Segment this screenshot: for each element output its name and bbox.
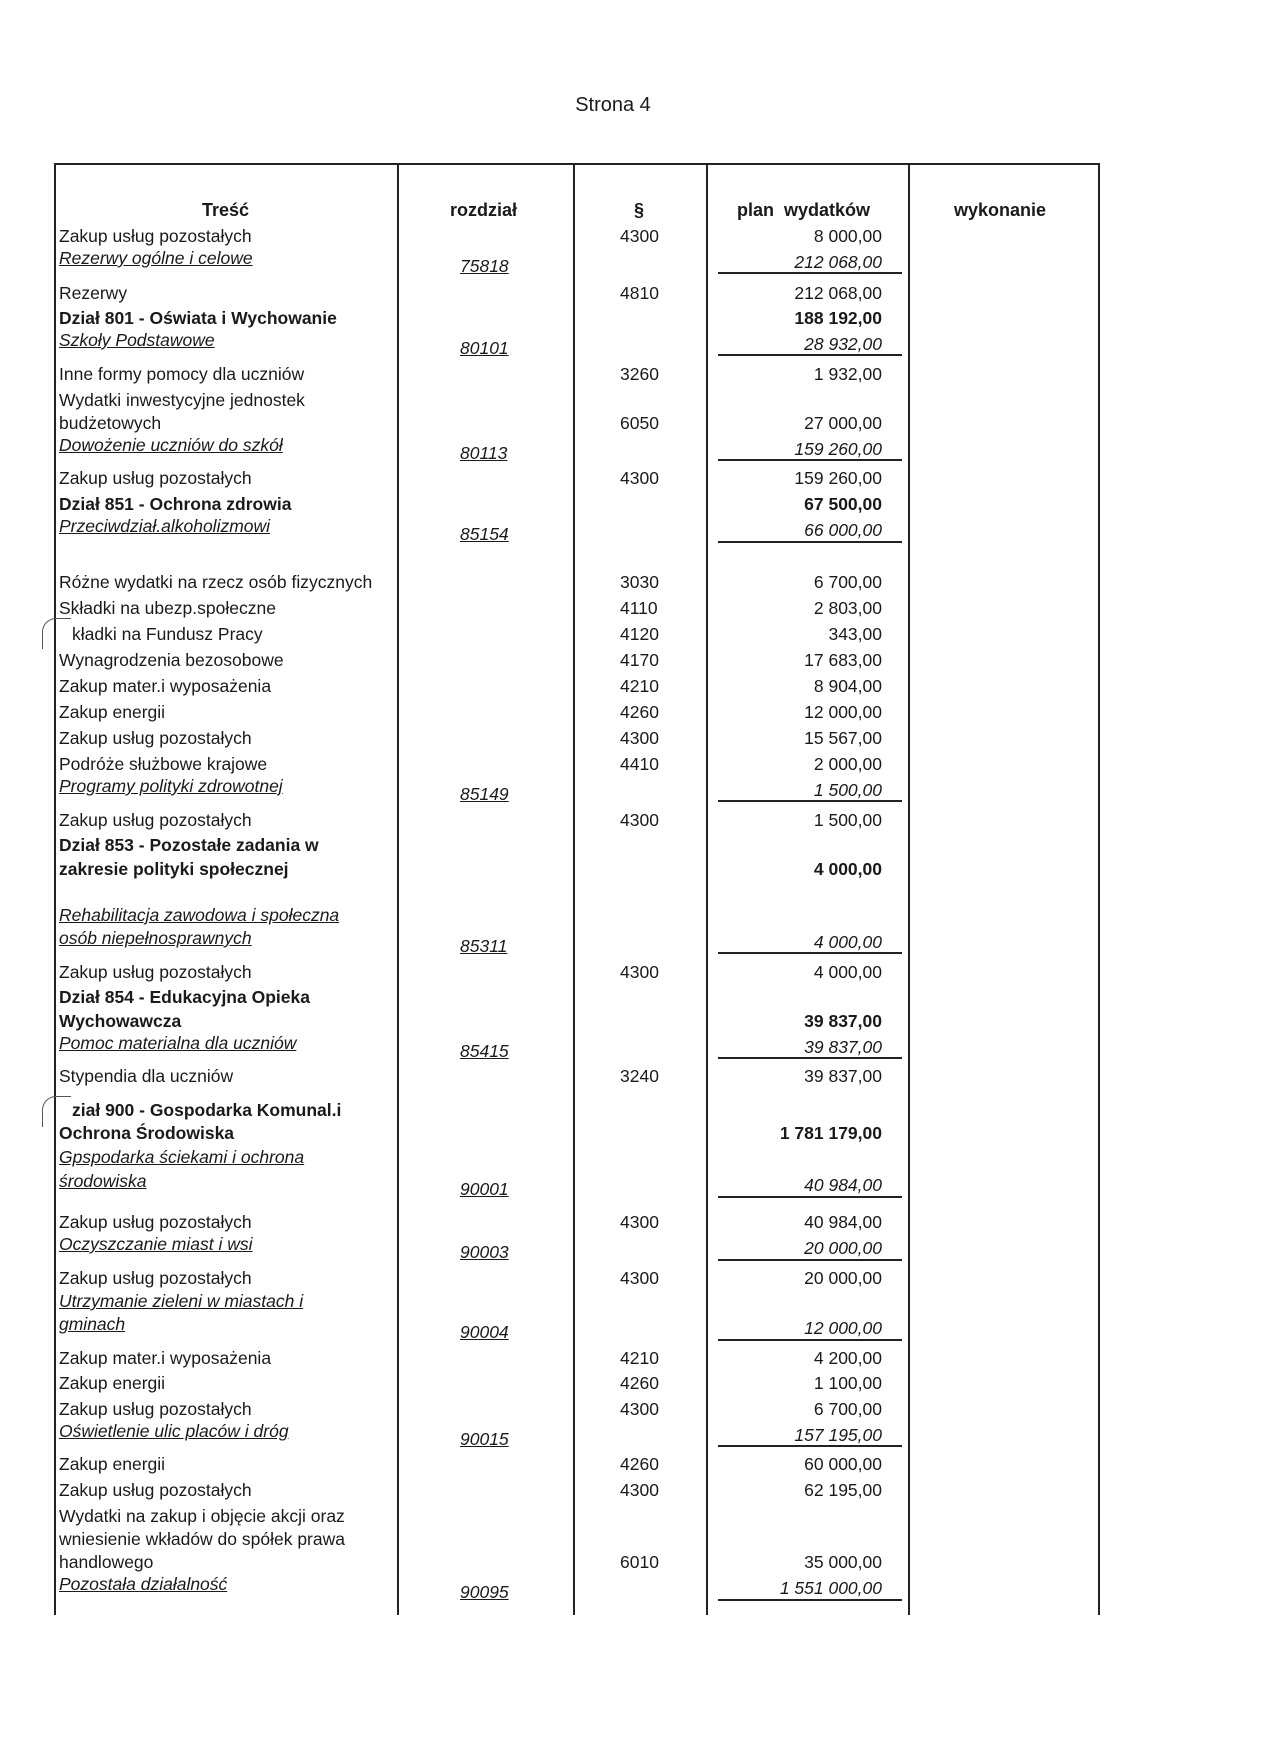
- row-amount: 4 000,00: [813, 962, 882, 982]
- row-rozdzial: 90004: [460, 1322, 509, 1342]
- row-description: Dział 851 - Ochrona zdrowia: [59, 494, 292, 514]
- table-row: [0, 1210, 1274, 1234]
- row-description: Zakup energii: [59, 1373, 166, 1393]
- row-description: Oczyszczanie miast i wsi: [59, 1234, 253, 1254]
- table-row: [0, 1266, 1274, 1290]
- row-description: Dział 854 - Edukacyjna Opieka: [59, 987, 310, 1007]
- subtotal-underline: [718, 354, 902, 356]
- table-row: [0, 433, 1274, 463]
- table-row: [0, 328, 1274, 358]
- table-row: [0, 726, 1274, 750]
- row-amount: 188 192,00: [794, 308, 882, 328]
- row-description: Stypendia dla uczniów: [59, 1066, 234, 1086]
- row-amount: 6 700,00: [813, 572, 882, 592]
- row-amount: 39 837,00: [804, 1011, 882, 1031]
- row-amount: 4 000,00: [813, 859, 882, 879]
- table-row: [0, 1098, 1274, 1122]
- row-description: wniesienie wkładów do spółek prawa: [59, 1529, 345, 1549]
- table-row: [0, 1232, 1274, 1262]
- row-description: Utrzymanie zieleni w miastach i: [59, 1291, 304, 1311]
- row-rozdzial: 75818: [460, 256, 509, 276]
- row-paragraf: 6050: [620, 413, 659, 433]
- subtotal-underline: [718, 1599, 902, 1601]
- row-paragraf: 4210: [620, 1348, 659, 1368]
- table-row: [0, 700, 1274, 724]
- table-row: [0, 1478, 1274, 1502]
- subtotal-underline: [718, 1445, 902, 1447]
- row-amount: 60 000,00: [804, 1454, 882, 1474]
- table-row: [0, 774, 1274, 804]
- row-description: środowiska: [59, 1171, 147, 1191]
- table-row: [0, 1419, 1274, 1449]
- subtotal-underline: [718, 1339, 902, 1341]
- row-rozdzial: 80113: [460, 443, 508, 463]
- table-row: [0, 306, 1274, 330]
- row-amount: 2 803,00: [813, 598, 882, 618]
- header-paragraf: §: [634, 200, 645, 220]
- row-amount: 212 068,00: [794, 252, 882, 272]
- row-amount: 159 260,00: [794, 439, 882, 459]
- table-row: [0, 1145, 1274, 1169]
- row-description: Zakup mater.i wyposażenia: [59, 1348, 272, 1368]
- row-amount: 1 500,00: [813, 810, 882, 830]
- row-amount: 17 683,00: [804, 650, 882, 670]
- row-description: handlowego: [59, 1552, 154, 1572]
- row-rozdzial: 90095: [460, 1582, 509, 1602]
- row-description: Pozostała działalność: [59, 1574, 228, 1594]
- row-description: Zakup usług pozostałych: [59, 1268, 252, 1288]
- row-description: Wychowawcza: [59, 1011, 182, 1031]
- page-header: Strona 4: [575, 94, 651, 116]
- row-description: Rezerwy ogólne i celowe: [59, 248, 253, 268]
- table-row: [0, 1452, 1274, 1476]
- row-description: Zakup usług pozostałych: [59, 962, 252, 982]
- row-rozdzial: 90001: [460, 1179, 509, 1199]
- row-paragraf: 4300: [620, 1212, 659, 1232]
- table-row: [0, 622, 1274, 646]
- row-description: Inne formy pomocy dla uczniów: [59, 364, 305, 384]
- row-description: Rezerwy: [59, 283, 128, 303]
- row-paragraf: 4260: [620, 1373, 659, 1393]
- table-row: [0, 570, 1274, 594]
- row-rozdzial: 85311: [460, 936, 508, 956]
- row-description: Zakup usług pozostałych: [59, 468, 252, 488]
- row-description: Dział 853 - Pozostałe zadania w: [59, 835, 319, 855]
- row-description: Składki na ubezp.społeczne: [59, 598, 276, 618]
- row-description: Zakup usług pozostałych: [59, 1212, 252, 1232]
- row-amount: 62 195,00: [804, 1480, 882, 1500]
- table-row: [0, 466, 1274, 490]
- row-paragraf: 6010: [620, 1552, 659, 1572]
- row-amount: 66 000,00: [804, 520, 882, 540]
- row-amount: 15 567,00: [804, 728, 882, 748]
- row-amount: 159 260,00: [794, 468, 882, 488]
- subtotal-underline: [718, 1259, 902, 1261]
- table-row: [0, 1169, 1274, 1199]
- row-amount: 28 932,00: [804, 334, 882, 354]
- row-amount: 1 500,00: [813, 780, 882, 800]
- row-paragraf: 4300: [620, 728, 659, 748]
- row-description: Pomoc materialna dla uczniów: [59, 1033, 297, 1053]
- row-description: Dowożenie uczniów do szkół: [59, 435, 283, 455]
- row-paragraf: 3260: [620, 364, 659, 384]
- row-amount: 343,00: [828, 624, 882, 644]
- table-row: [0, 281, 1274, 305]
- row-description: budżetowych: [59, 413, 162, 433]
- table-row: [0, 596, 1274, 620]
- row-amount: 67 500,00: [804, 494, 882, 514]
- table-row: [0, 224, 1274, 248]
- table-row: [0, 1504, 1274, 1528]
- row-amount: 4 000,00: [813, 932, 882, 952]
- row-description: gminach: [59, 1314, 126, 1334]
- table-row: [0, 960, 1274, 984]
- row-description: Dział 801 - Oświata i Wychowanie: [59, 308, 337, 328]
- row-description: kładki na Fundusz Pracy: [72, 624, 263, 644]
- row-description: zakresie polityki społecznej: [59, 859, 289, 879]
- row-description: osób niepełnosprawnych: [59, 928, 252, 948]
- table-row: [0, 985, 1274, 1009]
- row-description: Zakup usług pozostałych: [59, 810, 252, 830]
- row-paragraf: 4170: [620, 650, 659, 670]
- row-paragraf: 4810: [620, 283, 659, 303]
- table-row: [0, 903, 1274, 927]
- table-row: [0, 1121, 1274, 1145]
- table-row: [0, 752, 1274, 776]
- row-description: Zakup usług pozostałych: [59, 226, 252, 246]
- row-description: Zakup mater.i wyposażenia: [59, 676, 272, 696]
- row-description: Programy polityki zdrowotnej: [59, 776, 283, 796]
- row-paragraf: 3030: [620, 572, 659, 592]
- table-row: [0, 246, 1274, 276]
- row-paragraf: 4260: [620, 702, 659, 722]
- table-row: [0, 1527, 1274, 1551]
- row-amount: 20 000,00: [804, 1238, 882, 1258]
- row-amount: 39 837,00: [804, 1037, 882, 1057]
- table-row: [0, 1550, 1274, 1574]
- row-rozdzial: 90015: [460, 1429, 509, 1449]
- header-desc: Treść: [202, 200, 250, 220]
- table-row: [0, 492, 1274, 516]
- row-description: ział 900 - Gospodarka Komunal.i: [72, 1100, 342, 1120]
- table-row: [0, 926, 1274, 956]
- row-amount: 1 551 000,00: [779, 1578, 882, 1598]
- table-row: [0, 362, 1274, 386]
- row-description: Zakup usług pozostałych: [59, 1480, 252, 1500]
- row-amount: 4 200,00: [813, 1348, 882, 1368]
- table-row: [0, 648, 1274, 672]
- row-paragraf: 4210: [620, 676, 659, 696]
- table-row: [0, 1572, 1274, 1602]
- row-amount: 20 000,00: [804, 1268, 882, 1288]
- row-amount: 2 000,00: [813, 754, 882, 774]
- row-amount: 6 700,00: [813, 1399, 882, 1419]
- table-row: [0, 514, 1274, 544]
- row-amount: 40 984,00: [804, 1212, 882, 1232]
- table-row: [0, 1289, 1274, 1313]
- row-paragraf: 4260: [620, 1454, 659, 1474]
- row-paragraf: 4300: [620, 1480, 659, 1500]
- subtotal-underline: [718, 541, 902, 543]
- row-description: Wydatki na zakup i objęcie akcji oraz: [59, 1506, 345, 1526]
- row-paragraf: 4300: [620, 962, 659, 982]
- row-amount: 27 000,00: [804, 413, 882, 433]
- header-rozdzial: rozdział: [450, 200, 518, 220]
- row-rozdzial: 85149: [460, 784, 509, 804]
- row-description: Zakup usług pozostałych: [59, 728, 252, 748]
- row-paragraf: 4300: [620, 468, 659, 488]
- table-row: [0, 808, 1274, 832]
- header-plan: plan wydatków: [737, 200, 871, 220]
- row-description: Zakup energii: [59, 1454, 166, 1474]
- table-row: [0, 833, 1274, 857]
- table-row: [0, 388, 1274, 412]
- row-paragraf: 4110: [620, 598, 658, 618]
- table-row: [0, 1009, 1274, 1033]
- table-top-border: [54, 163, 1098, 165]
- row-description: Wynagrodzenia bezosobowe: [59, 650, 284, 670]
- row-rozdzial: 85415: [460, 1041, 509, 1061]
- table-row: [0, 857, 1274, 881]
- row-description: Gpspodarka ściekami i ochrona: [59, 1147, 305, 1167]
- row-description: Ochrona Środowiska: [59, 1123, 235, 1143]
- row-paragraf: 3240: [620, 1066, 659, 1086]
- row-description: Wydatki inwestycyjne jednostek: [59, 390, 305, 410]
- row-description: Szkoły Podstawowe: [59, 330, 215, 350]
- row-description: Oświetlenie ulic placów i dróg: [59, 1421, 289, 1441]
- subtotal-underline: [718, 952, 902, 954]
- row-amount: 8 904,00: [813, 676, 882, 696]
- row-description: Zakup usług pozostałych: [59, 1399, 252, 1419]
- row-rozdzial: 80101: [460, 338, 509, 358]
- table-row: [0, 674, 1274, 698]
- row-amount: 8 000,00: [813, 226, 882, 246]
- row-amount: 157 195,00: [794, 1425, 882, 1445]
- row-amount: 212 068,00: [794, 283, 882, 303]
- row-paragraf: 4300: [620, 810, 659, 830]
- table-row: [0, 1371, 1274, 1395]
- subtotal-underline: [718, 1057, 902, 1059]
- row-amount: 1 781 179,00: [779, 1123, 882, 1143]
- row-description: Zakup energii: [59, 702, 166, 722]
- row-description: Podróże służbowe krajowe: [59, 754, 268, 774]
- subtotal-underline: [718, 272, 902, 274]
- row-amount: 1 932,00: [813, 364, 882, 384]
- row-description: Przeciwdział.alkoholizmowi: [59, 516, 271, 536]
- table-row: [0, 411, 1274, 435]
- subtotal-underline: [718, 800, 902, 802]
- table-row: [0, 1346, 1274, 1370]
- row-amount: 39 837,00: [804, 1066, 882, 1086]
- row-amount: 12 000,00: [804, 702, 882, 722]
- row-paragraf: 4410: [620, 754, 659, 774]
- table-row: [0, 1397, 1274, 1421]
- header-wykonanie: wykonanie: [954, 200, 1047, 220]
- row-paragraf: 4120: [620, 624, 659, 644]
- row-amount: 1 100,00: [813, 1373, 882, 1393]
- row-paragraf: 4300: [620, 226, 659, 246]
- row-description: Różne wydatki na rzecz osób fizycznych: [59, 572, 373, 592]
- row-rozdzial: 85154: [460, 524, 509, 544]
- row-paragraf: 4300: [620, 1268, 659, 1288]
- row-paragraf: 4300: [620, 1399, 659, 1419]
- row-amount: 40 984,00: [804, 1175, 882, 1195]
- table-row: [0, 1064, 1274, 1088]
- row-amount: 12 000,00: [804, 1318, 882, 1338]
- row-rozdzial: 90003: [460, 1242, 509, 1262]
- table-row: [0, 1031, 1274, 1061]
- subtotal-underline: [718, 1196, 902, 1198]
- table-row: [0, 1312, 1274, 1342]
- subtotal-underline: [718, 459, 902, 461]
- row-description: Rehabilitacja zawodowa i społeczna: [59, 905, 340, 925]
- row-amount: 35 000,00: [804, 1552, 882, 1572]
